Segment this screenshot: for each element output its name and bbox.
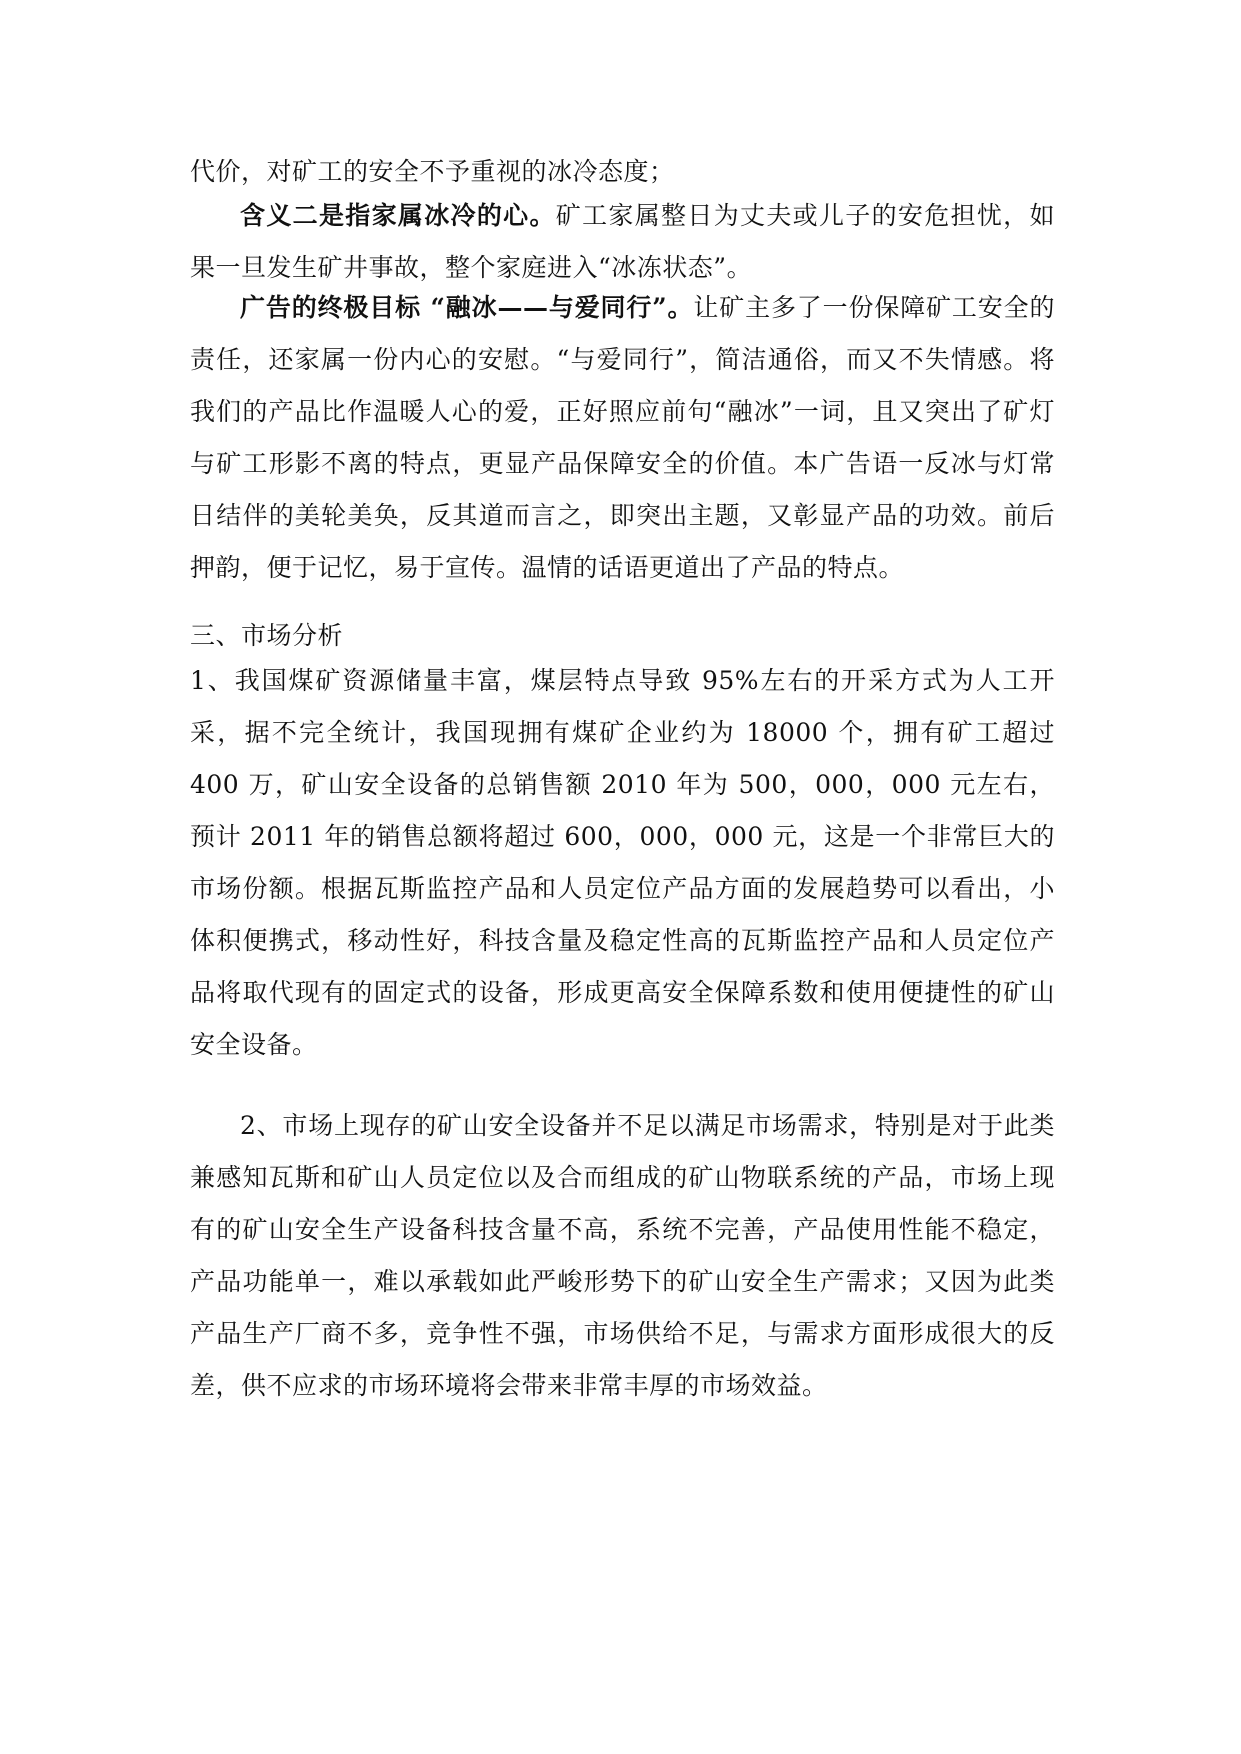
paragraph-text: 1、我国煤矿资源储量丰富，煤层特点导致 95%左右的开采方式为人工开采，据不完全统计，我国现拥有煤矿企业约为 18000 个，拥有矿工超过 400 万，矿山安全设备的总销售额 2010 年为 500，000，000 元左右，预计 2011 年的销售总额将超过 600，000，000 元，这是一个非常巨大的市场份额。根据瓦斯监控产品和人员定位产品方面的发展趋势可以看出，小体积便携式，移动性好，科技含量及稳定性高的瓦斯监控产品和人员定位产品将取代现有的固定式的设备，形成更高安全保障系数和使用便捷性的矿山安全设备。 <box>190 666 1055 1059</box>
paragraph-ultimate-goal <box>190 282 1055 594</box>
paragraph-bold-lead: 广告的终极目标 “融冰——与爱同行”。 <box>240 293 694 322</box>
paragraph-text: 让矿主多了一份保障矿工安全的责任，还家属一份内心的安慰。“与爱同行”，简洁通俗，而又不失情感。将我们的产品比作温暖人心的爱，正好照应前句“融冰”一词，且又突出了矿灯与矿工形影不离的特点，更显产品保障安全的价值。本广告语一反冰与灯常日结伴的美轮美奂，反其道而言之，即突出主题，又彰显产品的功效。前后押韵，便于记忆，易于宣传。温情的话语更道出了产品的特点。 <box>190 293 1055 582</box>
paragraph-bold-lead: 含义二是指家属冰冷的心。 <box>240 201 556 230</box>
market-analysis-item-2 <box>190 1100 1055 1412</box>
paragraph-text: 矿工家属整日为丈夫或儿子的安危担忧，如果一旦发生矿井事故，整个家庭进入“冰冻状态”。 <box>190 201 1055 282</box>
paragraph-text: 代价，对矿工的安全不予重视的冰冷态度； <box>190 157 675 186</box>
paragraph-text: 2、市场上现存的矿山安全设备并不足以满足市场需求，特别是对于此类兼感知瓦斯和矿山人员定位以及合而组成的矿山物联系统的产品，市场上现有的矿山安全生产设备科技含量不高，系统不完善，产品使用性能不稳定，产品功能单一，难以承载如此严峻形势下的矿山安全生产需求；又因为此类产品生产厂商不多，竞争性不强，市场供给不足，与需求方面形成很大的反差，供不应求的市场环境将会带来非常丰厚的市场效益。 <box>190 1111 1055 1400</box>
market-analysis-item-1 <box>190 655 1055 1071</box>
section-heading: 三、市场分析 <box>190 621 344 650</box>
paragraph-meaning-two <box>190 190 1055 294</box>
